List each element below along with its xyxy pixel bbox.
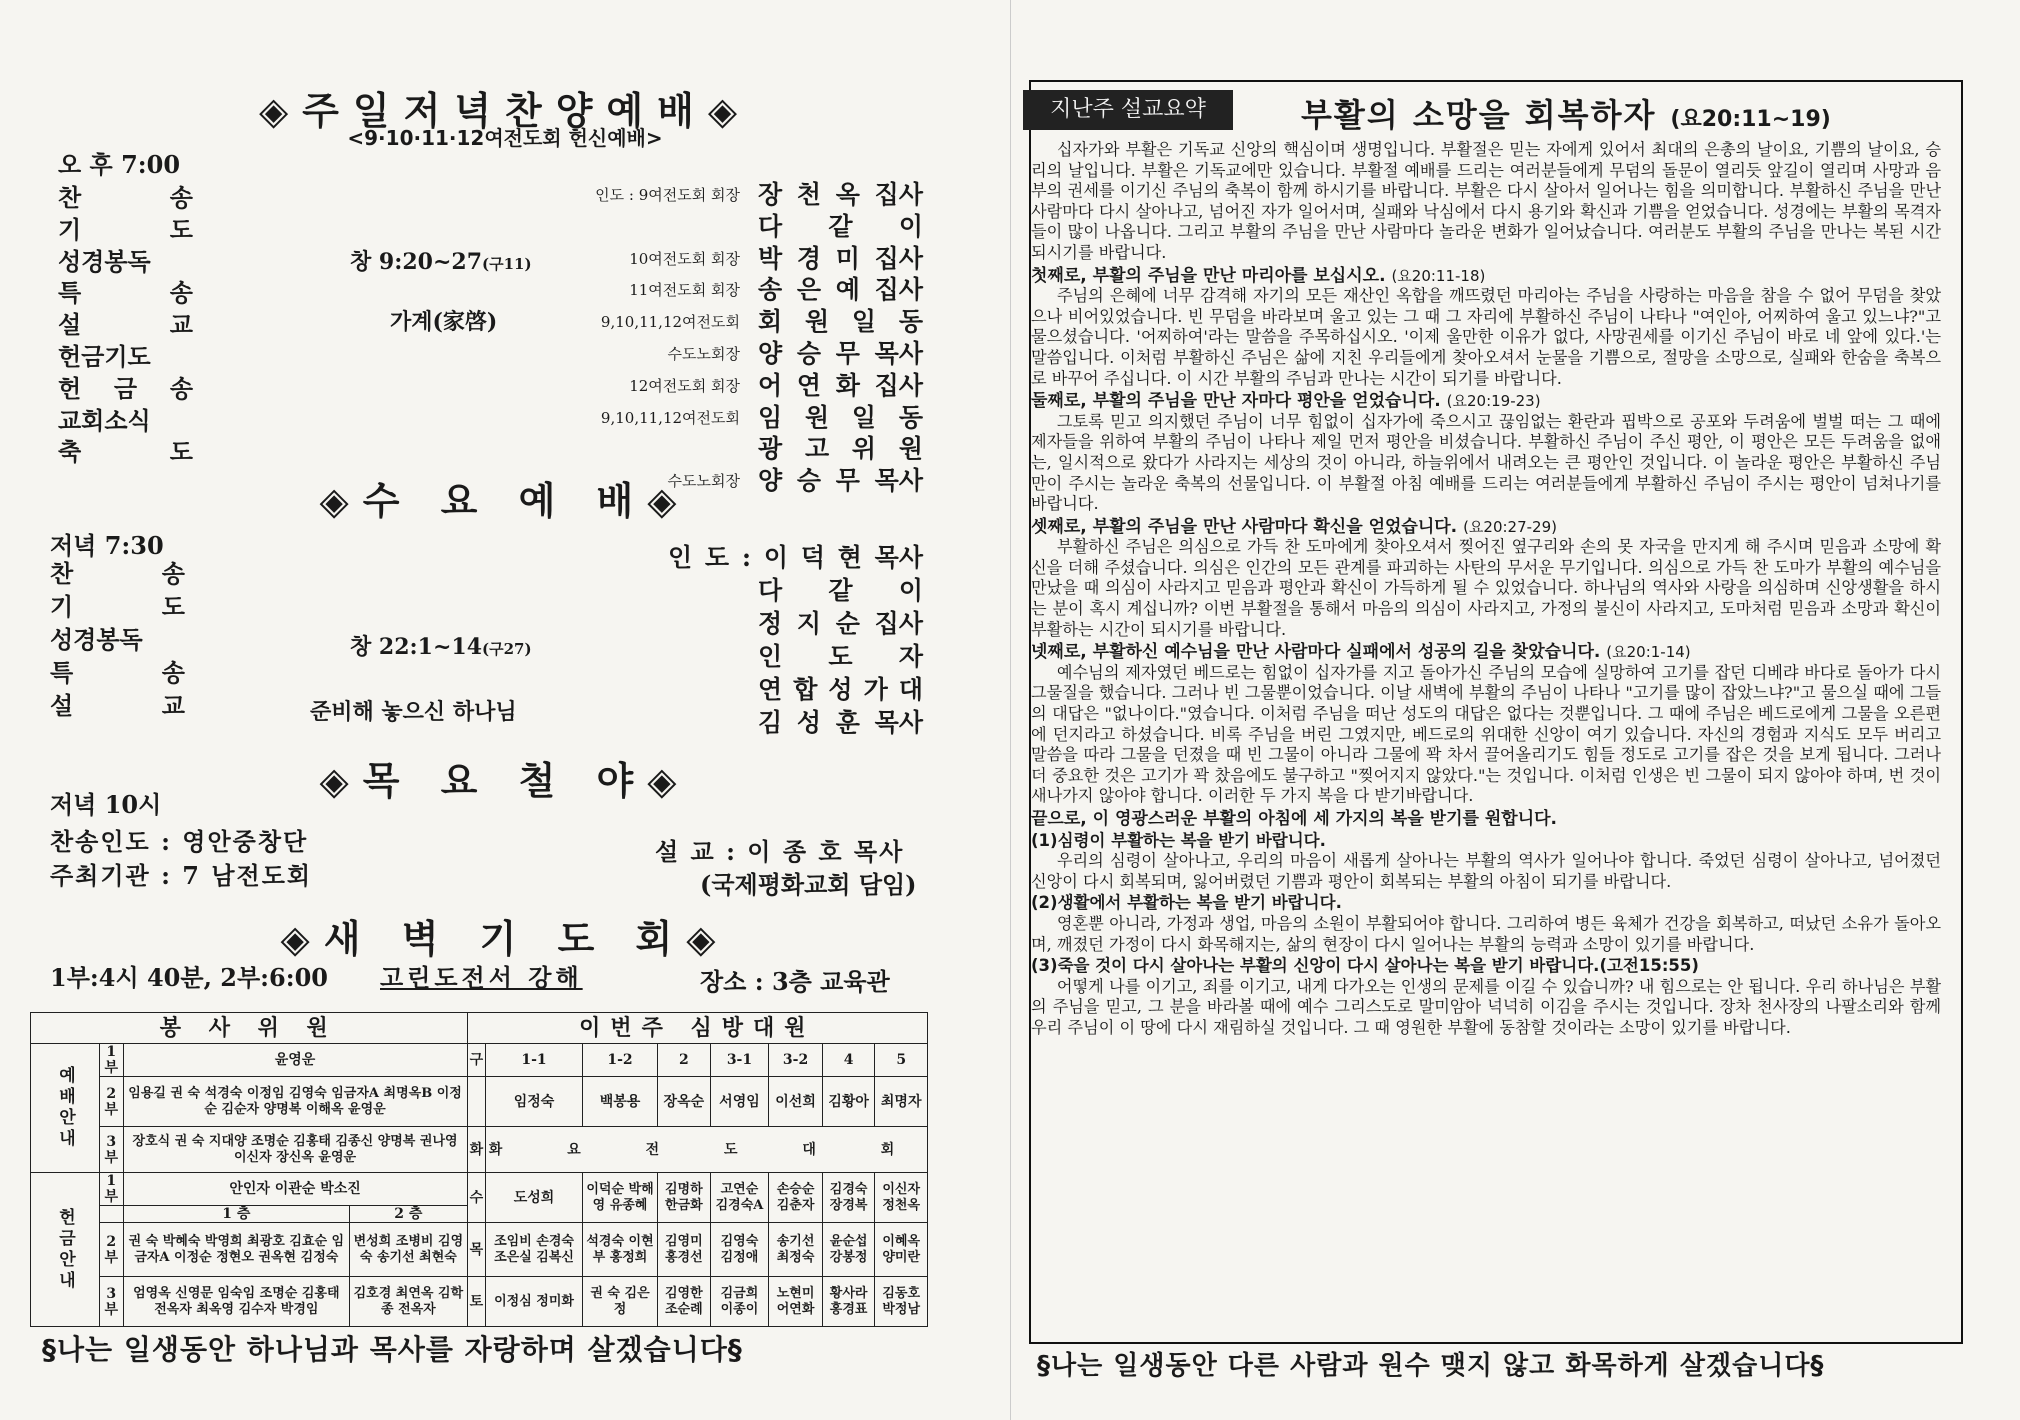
worship-guide-label: 예배안내 <box>31 1044 100 1173</box>
offering-guide-part2-floor1: 권 숙 박혜숙 박영희 최광호 김효순 임금자A 이정순 정현오 권옥현 김정숙 <box>123 1223 350 1277</box>
visitation-cell: 임정숙 <box>486 1077 583 1127</box>
sunday-item-label: 찬 송 <box>58 183 193 212</box>
sunday-item-label: 특 송 <box>58 278 193 308</box>
visitation-cell: 김영한 조순례 <box>658 1277 711 1327</box>
wednesday-item-label: 찬 송 <box>50 559 185 588</box>
service-volunteer-table <box>30 1012 928 1327</box>
part-2: 2부 <box>100 1223 124 1277</box>
thursday-service-title: ◈목 요 철 야◈ <box>319 759 691 803</box>
day-wed: 수 <box>467 1173 486 1223</box>
thursday-praise-leader: 찬송인도 : 영안중창단 <box>50 827 309 856</box>
sunday-item-role: 12여전도회 회장 <box>629 376 740 395</box>
offering-guide-part1: 안인자 이관순 박소진 <box>123 1173 467 1206</box>
visitation-cell: 이신자 정천옥 <box>875 1173 928 1223</box>
sunday-item-detail <box>390 305 497 336</box>
visitation-cell: 서영임 <box>710 1077 769 1127</box>
day-tue: 화 <box>467 1127 486 1173</box>
offering-guide-label: 헌금안내 <box>31 1173 100 1327</box>
visitation-cell: 손승순 김춘자 <box>769 1173 823 1223</box>
thursday-service-time: 저녁 10시 <box>50 790 162 819</box>
wednesday-item-detail-note: (구27) <box>482 640 532 658</box>
sunday-item-label: 헌 금 송 <box>58 373 193 403</box>
sermon-scripture-ref: (요20:11~19) <box>1670 107 1831 132</box>
sermon-title <box>1301 90 1831 136</box>
blessing-3-ref: (고전15:55) <box>1599 956 1699 976</box>
sunday-item-label: 교회소식 <box>58 405 151 435</box>
sunday-item-detail-note: (구11) <box>482 255 532 273</box>
thursday-preacher: 설 교 : 이 종 호 목사 <box>655 837 905 866</box>
district-label: 구 <box>467 1044 486 1077</box>
sunday-item-person: 양 승 무 목사 <box>758 339 923 368</box>
sunday-item-role: 수도노회장 <box>667 472 740 491</box>
sunday-item-label: 기 도 <box>58 214 193 244</box>
part-1: 1부 <box>100 1044 124 1077</box>
wednesday-item-person: 다 같 이 <box>758 576 923 605</box>
sunday-item-person: 다 같 이 <box>758 211 923 241</box>
worship-guide-part1: 윤영운 <box>123 1044 467 1077</box>
worship-guide-part2: 임용길 권 숙 석경숙 이정임 김영숙 임금자A 최명옥B 이정순 김순자 양명복 이해옥 윤영운 <box>123 1077 467 1127</box>
wednesday-item-person: 인 도 : 이 덕 현 목사 <box>668 543 923 572</box>
visitation-cell: 석경숙 이현부 홍정희 <box>582 1223 657 1277</box>
visitation-cell: 송기선 최정숙 <box>769 1223 823 1277</box>
thursday-host: 주최기관 : 7 남전도회 <box>50 861 313 890</box>
point-3-text: 부활하신 주님은 의심으로 가득 찬 도마에게 찾아오셔서 찢어진 옆구리와 손의 못 자국을 만지게 해 주시며 믿음과 소망에 확신을 더해 주셨습니다. 의심은 인간의 모든 관계를 파괴하는 사탄의 무서운 무기입니다. 의심으로 가득 찬 도마가 부활의 예수님을 만났을 때 의심이 사라지고 믿음과 평안과 확신이 가득하게 될 수 있었습니다. 하나님의 역사와 사랑을 의심하며 신앙생활을 하시는 분이 혹시 계십니까? 이번 부활절을 통해서 마음의 의심이 사라지고, 가정의 불신이 사라지고, 도마처럼 믿음과 소망과 확신이 부활하는 시간이 되시기를 바랍니다. <box>1031 537 1941 639</box>
blessing-3-heading <box>1031 956 1941 977</box>
volunteer-header: 봉 사 위 원 <box>31 1013 468 1044</box>
bulletin-right-page <box>1010 0 2020 1420</box>
dawn-prayer-text: 고린도전서 강해 <box>380 963 583 992</box>
sunday-service-time: 오 후 7:00 <box>58 150 181 179</box>
point-2-heading-text: 둘째로, 부활의 주님을 만난 자마다 평안을 얻었습니다. <box>1031 391 1441 412</box>
day-thu: 목 <box>467 1223 486 1277</box>
blessing-3-text: 어떻게 나를 이기고, 죄를 이기고, 내게 다가오는 인생의 문제를 이길 수 있습니까? 내 힘으로는 안 됩니다. 우리 하나님은 부활의 주님을 믿고, 그 분을 바라볼 때에 예수 그리스도로 말미암아 넉넉히 이김을 주시는 것입니다. 장차 천사장의 나팔소리와 함께 우리 주님이 이 땅에 다시 재림하실 것입니다. 그 때 영원한 부활에 동참할 것이라는 소망이 있기를 바랍니다. <box>1031 976 1941 1037</box>
wednesday-item-person: 연 합 성 가 대 <box>758 675 923 704</box>
sermon-intro: 십자가와 부활은 기독교 신앙의 핵심이며 생명입니다. 부활절은 믿는 자에게 있어서 최대의 은총의 날이요, 기쁨의 날이요, 승리의 날입니다. 부활은 기독교에만 있습니다. 부활절 예배를 드리는 여러분들에게 무덤의 돌문이 열리듯 앞길이 열리며 사망과 음부의 권세를 이기신 주님의 축복이 함께 하시기를 바랍니다. 부활은 다시 살아서 일어나는 힘을 의미합니다. 부활하신 주님을 만난 사람마다 다시 살아나고, 넘어진 자가 일어서며, 실패와 낙심에서 다시 용기와 확신과 기쁨을 얻었습니다. 성경에는 부활의 목격자들이 많이 나옵니다. 그리고 부활의 주님을 만난 사람마다 놀라운 변화가 일어났습니다. 여러분도 부활의 주님을 만나는 복된 시간되시기를 바랍니다. <box>1031 140 1941 262</box>
thursday-preacher-church: (국제평화교회 담임) <box>700 870 917 899</box>
last-week-sermon-tag: 지난주 설교요약 <box>1023 90 1233 130</box>
blessing-1-text: 우리의 심령이 살아나고, 우리의 마음이 새롭게 살아나는 부활의 역사가 일어나야 합니다. 죽었던 심령이 살아나고, 넘어졌던 신앙이 다시 회복되며, 잃어버렸던 기쁨과 평안이 회복되는 부활의 아침이 되기를 바랍니다. <box>1031 851 1941 891</box>
sunday-item-person: 장 천 옥 집사 <box>758 180 923 209</box>
sunday-item-label: 축 도 <box>58 437 193 467</box>
floor-1: 1 층 <box>123 1206 350 1223</box>
visitation-cell: 이선희 <box>769 1077 823 1127</box>
wednesday-item-label: 성경봉독 <box>50 625 143 654</box>
sunday-item-role: 수도노회장 <box>667 345 740 363</box>
sunday-item-role: 9,10,11,12여전도회 <box>600 408 740 427</box>
point-3-heading-text: 셋째로, 부활의 주님을 만난 사람마다 확신을 얻었습니다. <box>1031 516 1458 537</box>
sunday-item-person: 회 원 일 동 <box>758 307 923 337</box>
visitation-cell: 조임비 손경숙 조은실 김복신 <box>486 1223 583 1277</box>
point-4-heading <box>1031 642 1941 663</box>
point-3-ref: (요20:27-29) <box>1463 517 1557 536</box>
sunday-item-person: 박 경 미 집사 <box>758 243 923 273</box>
right-footer-motto: §나는 일생동안 다른 사람과 원수 맺지 않고 화목하게 살겠습니다§ <box>1037 1351 1825 1381</box>
sunday-item-label: 설 교 <box>58 310 193 340</box>
visitation-cell: 윤순섭 강봉정 <box>822 1223 875 1277</box>
wednesday-item-person: 인 도 자 <box>758 642 923 671</box>
sunday-item-detail-text: 가계(家啓) <box>390 309 498 335</box>
visitation-cell: 김동호 박정남 <box>875 1277 928 1327</box>
offering-guide-part2-floor2: 변성희 조병비 김영숙 송기선 최현숙 <box>350 1223 467 1277</box>
sermon-title-text: 부활의 소망을 회복하자 <box>1301 96 1657 134</box>
visitation-cell: 김명하 한금화 <box>658 1173 711 1223</box>
visitation-cell: 고연순 김경숙A <box>710 1173 769 1223</box>
district: 1-1 <box>486 1044 583 1077</box>
dawn-prayer-times: 1부:4시 40분, 2부:6:00 <box>50 963 328 992</box>
point-1-ref: (요20:11-18) <box>1391 266 1486 285</box>
floor-blank <box>100 1206 124 1223</box>
point-4-ref: (요20:1-14) <box>1606 643 1691 662</box>
part-3: 3부 <box>100 1277 124 1327</box>
blessing-1-heading: (1)심령이 부활하는 복을 받기 바랍니다. <box>1031 830 1326 850</box>
visitation-cell: 이혜옥 양미란 <box>875 1223 928 1277</box>
wednesday-item-label: 설 교 <box>50 691 185 720</box>
sunday-item-person: 임 원 일 동 <box>758 402 923 432</box>
part-1: 1부 <box>100 1173 124 1206</box>
visitation-cell: 이덕순 박해영 유종혜 <box>582 1173 657 1223</box>
point-1-heading-text: 첫째로, 부활의 주님을 만난 마리아를 보십시오. <box>1031 265 1386 286</box>
wednesday-item-person: 정 지 순 집사 <box>758 609 923 638</box>
district: 5 <box>875 1044 928 1077</box>
visitation-cell: 노현미 어연화 <box>769 1277 823 1327</box>
dawn-prayer-title: ◈새 벽 기 도 회◈ <box>280 917 730 961</box>
wednesday-item-detail-text: 준비해 놓으신 하나님 <box>310 699 517 725</box>
wednesday-item-label: 특 송 <box>50 658 185 687</box>
blessing-2-heading: (2)생활에서 부활하는 복을 받기 바랍니다. <box>1031 893 1342 913</box>
tuesday-evangelism: 화 요 전 도 대 회 <box>486 1127 928 1173</box>
visitation-cell: 이정심 정미화 <box>486 1277 583 1327</box>
sunday-service-title: ◈주일저녁찬양예배◈ <box>258 89 752 133</box>
visitation-header: 이번주 심방대원 <box>467 1013 927 1044</box>
wednesday-item-detail <box>350 630 532 661</box>
sunday-item-role: 9,10,11,12여전도회 <box>600 313 740 332</box>
point-2-ref: (요20:19-23) <box>1446 392 1541 411</box>
district: 3-1 <box>710 1044 769 1077</box>
left-footer-motto: §나는 일생동안 하나님과 목사를 자랑하며 살겠습니다§ <box>42 1333 743 1366</box>
visitation-cell: 김경숙 장경복 <box>822 1173 875 1223</box>
wednesday-item-detail <box>310 695 517 726</box>
wednesday-item-detail-text: 창 22:1~14 <box>350 634 483 660</box>
sunday-item-label: 성경봉독 <box>58 246 151 276</box>
blessing-2-text: 영혼뿐 아니라, 가정과 생업, 마음의 소원이 부활되어야 합니다. 그리하여 병든 육체가 건강을 회복하고, 떠났던 소유가 돌아오며, 깨졌던 가정이 다시 화목해지는, 삶의 현장이 다시 일어나는 부활의 능력과 소망이 있기를 바랍니다. <box>1031 913 1941 954</box>
worship-guide-part3: 장호식 권 숙 지대양 조명순 김홍태 김종신 양명복 권나영 이신자 장신옥 윤영운 <box>123 1127 467 1173</box>
offering-guide-part3-floor2: 김호경 최연옥 김학종 전옥자 <box>350 1277 467 1327</box>
sunday-item-person: 송 은 예 집사 <box>758 275 923 305</box>
visitation-cell: 김황아 <box>822 1077 875 1127</box>
sermon-body <box>1031 140 1941 1335</box>
point-1-text: 주님의 은혜에 너무 감격해 자기의 모든 재산인 옥합을 깨뜨렸던 마리아는 주님을 사랑하는 마음을 참을 수 없어 무덤을 찾았으나 비어있었습니다. 빈 무덤을 바라보며 울고 있는 그 때 그 자리에 부활하신 주님이 나타나 "여인아, 어찌하여 울고 있느냐?"고 물으셨습니다. '어찌하여'라는 말씀을 주목하십시오. '이제 울만한 이유가 없다, 사망권세를 이기신 주님이 바로 네 앞에 있다.'는 말씀입니다. 이처럼 부활하신 주님은 삶에 지친 우리들에게 찾아오셔서 눈물을 기쁨으로, 절망을 소망으로, 실패와 한숨을 축복으로 바꾸어 주십니다. 이 시간 부활의 주님과 만나는 시간이 되기를 바랍니다. <box>1031 286 1941 388</box>
blessing-3-heading-text: (3)죽을 것이 다시 살아나는 부활의 신앙이 다시 살아나는 복을 받기 바랍니다. <box>1031 956 1600 976</box>
final-heading: 끝으로, 이 영광스러운 부활의 아침에 세 가지의 복을 받기를 원합니다. <box>1031 809 1557 829</box>
sunday-item-role: 인도 : 9여전도회 회장 <box>595 186 740 204</box>
sunday-item-person: 양 승 무 목사 <box>758 466 923 496</box>
sunday-item-person: 어 연 화 집사 <box>758 370 923 400</box>
sunday-item-role: 11여전도회 회장 <box>629 281 740 300</box>
sunday-item-role: 10여전도회 회장 <box>629 249 740 268</box>
point-2-text: 그토록 믿고 의지했던 주님이 너무 힘없이 십자가에 죽으시고 끊임없는 환란과 핍박으로 공포와 두려움에 벌벌 떠는 그 때에 제자들을 위하여 부활의 주님이 나타나 제일 먼저 평안을 비셨습니다. 부활하신 주님이 주신 평안, 이 평안은 모든 두려움을 없애는, 일시적으로 왔다가 사라지는 세상의 것이 아니라, 하늘위에서 내려오는 큰 평안인 것입니다. 이 놀라운 평안은 부활하신 주님만이 주시는 놀라운 축복의 선물입니다. 이 부활절 아침 예배를 드리는 여러분들에게 부활하신 주님이 주시는 평안이 넘쳐나기를 바랍니다. <box>1031 411 1941 514</box>
wednesday-service-time: 저녁 7:30 <box>50 531 164 560</box>
sunday-item-detail-text: 창 9:20~27 <box>350 249 483 275</box>
point-3-heading <box>1031 517 1941 538</box>
day-blank <box>467 1077 486 1127</box>
district: 3-2 <box>769 1044 823 1077</box>
visitation-cell: 도성희 <box>486 1173 583 1223</box>
sunday-item-label: 헌금기도 <box>58 342 151 371</box>
wednesday-item-person: 김 성 훈 목사 <box>758 708 923 737</box>
visitation-cell: 김영숙 김정애 <box>710 1223 769 1277</box>
sunday-item-person: 광 고 위 원 <box>758 434 923 464</box>
point-4-heading-text: 넷째로, 부활하신 예수님을 만난 사람마다 실패에서 성공의 길을 찾았습니다. <box>1031 642 1601 663</box>
visitation-cell: 백봉용 <box>582 1077 657 1127</box>
point-1-heading <box>1031 266 1941 287</box>
part-3: 3부 <box>100 1127 124 1173</box>
point-4-text: 예수님의 제자였던 베드로는 힘없이 십자가를 지고 돌아가신 주님의 모습에 실망하여 고기를 잡던 디베랴 바다로 돌아가 다시 그물질을 했습니다. 그러나 빈 그물뿐이었습니다. 이날 새벽에 부활의 주님이 나타나 "고기를 많이 잡았느냐?"고 물으실 때에 그들의 대답은 "없나이다."였습니다. 이처럼 주님을 떠난 성도의 대답은 없다는 것뿐입니다. 그 때에 주님은 베드로에게 그물을 오른편에 던지라고 하셨습니다. 비록 주님을 버린 그였지만, 베드로의 위대한 신앙이 여기 있습니다. 자신의 경험과 지식도 모두 버리고 말씀을 따라 그물을 던졌을 때 빈 그물이 아니라 그물에 꽉 차서 끌어올리기도 힘들 정도로 고기를 잡은 것을 보게 됩니다. 그러나 더 중요한 것은 고기가 꽉 찼음에도 불구하고 "찢어지지 않았다."는 것입니다. 이처럼 인생은 빈 그물이 되지 않아야 하며, 번 것이 새나가지 않아야 합니다. 이러한 두 가지 복을 다 받기바랍니다. <box>1031 662 1941 806</box>
offering-guide-part3-floor1: 엄영옥 신영문 임숙임 조명순 김홍태 전옥자 최옥영 김수자 박경임 <box>123 1277 350 1327</box>
visitation-cell: 김금희 이종이 <box>710 1277 769 1327</box>
district: 4 <box>822 1044 875 1077</box>
visitation-cell: 황사라 홍경표 <box>822 1277 875 1327</box>
point-2-heading <box>1031 391 1941 412</box>
district: 1-2 <box>582 1044 657 1077</box>
district: 2 <box>658 1044 711 1077</box>
wednesday-item-label: 기 도 <box>50 592 185 621</box>
part-2: 2부 <box>100 1077 124 1127</box>
sunday-service-subtitle: <9·10·11·12여전도회 헌신예배> <box>347 126 663 150</box>
visitation-cell: 최명자 <box>875 1077 928 1127</box>
visitation-cell: 권 숙 김은정 <box>582 1277 657 1327</box>
dawn-prayer-place: 장소 : 3층 교육관 <box>700 967 890 996</box>
floor-2: 2 층 <box>350 1206 467 1223</box>
visitation-cell: 장옥순 <box>658 1077 711 1127</box>
visitation-cell: 김영미 홍경선 <box>658 1223 711 1277</box>
day-sat: 토 <box>467 1277 486 1327</box>
wednesday-service-title: ◈수 요 예 배◈ <box>319 479 691 523</box>
sunday-item-detail <box>350 245 532 276</box>
